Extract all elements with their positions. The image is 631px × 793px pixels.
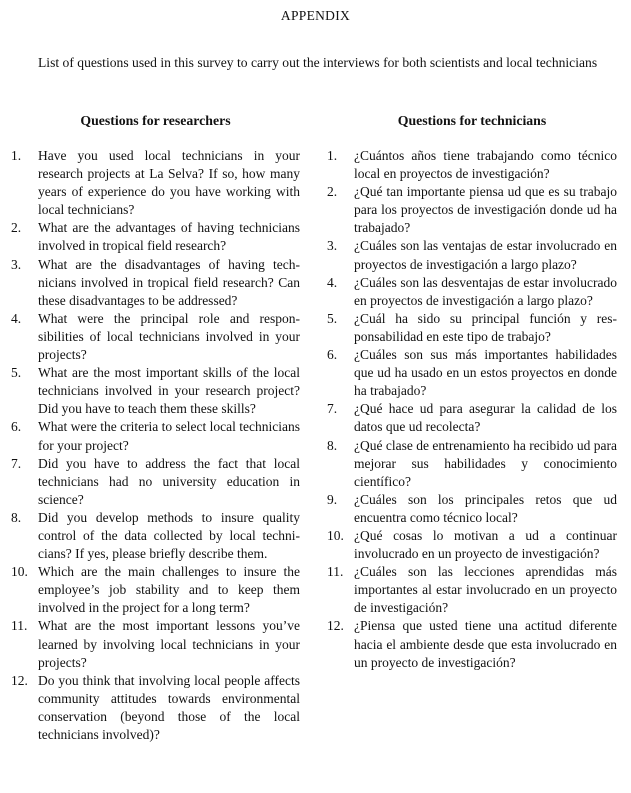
technicians-heading: Questions for technicians bbox=[397, 113, 547, 128]
question-item bbox=[327, 310, 617, 346]
technicians-question-list bbox=[327, 147, 617, 672]
question-text: Do you think that involving local people affects community attitudes towards environmental conservation (beyond those of the local technicians involved)? bbox=[38, 672, 300, 742]
question-text: What were the principal role and responsibilities of local technicians involved in your projects? bbox=[38, 310, 300, 363]
question-number: 6. bbox=[11, 419, 22, 435]
question-text: ¿Cuáles son las desventajas de estar involucrado en proyectos de investigación a largo plazo? bbox=[354, 274, 617, 308]
question-item bbox=[327, 527, 617, 563]
question-number: 1. bbox=[11, 148, 22, 163]
question-text: ¿Cuáles son las lecciones aprendidas más importantes al estar involucrado en un proyecto de investigación? bbox=[354, 564, 617, 616]
question-number: 7. bbox=[11, 455, 22, 471]
question-number: 5. bbox=[11, 365, 22, 381]
question-text: Which are the main challenges to insure the employee’s job stability and to keep them involved in the project for a long term? bbox=[38, 564, 300, 616]
question-text: ¿Qué clase de entrenamiento ha recibido ud para mejorar sus habilidades y conocimiento científico? bbox=[354, 437, 617, 489]
question-item bbox=[327, 237, 617, 273]
question-text: What are the advantages of having technicians involved in tropical field research? bbox=[38, 220, 300, 254]
question-number: 1. bbox=[327, 148, 338, 163]
question-number: 3. bbox=[11, 256, 22, 272]
question-item bbox=[11, 617, 300, 671]
question-item bbox=[327, 563, 617, 617]
question-item bbox=[11, 509, 300, 563]
question-item bbox=[327, 274, 617, 310]
question-item bbox=[11, 147, 300, 219]
question-text: ¿Qué cosas lo motivan a ud a continuar involucrado en un proyecto de investigación? bbox=[354, 527, 617, 562]
question-item bbox=[11, 563, 300, 617]
question-item bbox=[327, 400, 617, 436]
question-text: What are the disadvantages of having technicians involved in tropical field research? Can these disadvantages to be addressed? bbox=[38, 256, 300, 308]
question-number: 6. bbox=[327, 347, 338, 363]
question-text: ¿Piensa que usted tiene una actitud diferente hacia el ambiente desde que esta involucrado en un proyecto de investigación? bbox=[354, 618, 617, 670]
question-number: 9. bbox=[327, 491, 338, 507]
question-number: 10. bbox=[11, 564, 28, 580]
question-text: Did you have to address the fact that local technicians had no university education in science? bbox=[38, 455, 300, 507]
appendix-title: APPENDIX bbox=[280, 8, 351, 23]
question-number: 2. bbox=[11, 220, 22, 236]
question-text: What are the most important skills of the local technicians involved in your research project? Did you have to teach them these skills? bbox=[38, 365, 300, 417]
question-text: What are the most important lessons you’ve learned by involving local technicians in your projects? bbox=[38, 618, 300, 670]
question-number: 4. bbox=[11, 310, 22, 326]
question-item bbox=[11, 310, 300, 364]
question-item bbox=[11, 256, 300, 310]
question-item bbox=[11, 672, 300, 744]
question-item bbox=[327, 346, 617, 400]
question-number: 7. bbox=[327, 401, 338, 417]
question-item bbox=[11, 364, 300, 418]
question-number: 4. bbox=[327, 274, 338, 290]
question-item bbox=[327, 617, 617, 671]
question-item bbox=[11, 455, 300, 509]
question-text: ¿Qué tan importante piensa ud que es su trabajo para los proyectos de investigación donde ud ha trabajado? bbox=[354, 184, 617, 236]
question-item bbox=[11, 219, 300, 255]
question-text: ¿Cuáles son las ventajas de estar involucrado en proyectos de investigación a largo plazo? bbox=[354, 238, 617, 272]
researchers-question-list bbox=[11, 147, 300, 744]
question-number: 8. bbox=[11, 509, 22, 525]
question-number: 12. bbox=[327, 618, 344, 634]
researchers-heading: Questions for researchers bbox=[80, 113, 231, 128]
question-text: Have you used local technicians in your research projects at La Selva? If so, how many years of experience do you have working with local technicians? bbox=[38, 148, 300, 218]
question-text: ¿Cuál ha sido su principal función y responsabilidad en este tipo de trabajo? bbox=[354, 310, 617, 344]
question-text: ¿Cuáles son los principales retos que ud encuentra como técnico local? bbox=[354, 491, 617, 525]
intro-paragraph: List of questions used in this survey to carry out the interviews for both scientists and local technicians bbox=[38, 54, 598, 70]
question-text: What were the criteria to select local technicians for your project? bbox=[38, 419, 300, 453]
question-number: 11. bbox=[327, 564, 344, 580]
question-number: 8. bbox=[327, 437, 338, 453]
question-item bbox=[11, 418, 300, 454]
researchers-column bbox=[11, 113, 300, 744]
question-item bbox=[327, 183, 617, 237]
question-text: ¿Qué hace ud para asegurar la calidad de los datos que ud recolecta? bbox=[354, 401, 617, 435]
question-text: ¿Cuántos años tiene trabajando como técnico local en proyectos de investigación? bbox=[354, 148, 617, 182]
question-text: ¿Cuáles son sus más importantes habilidades que ud ha usado en un estos proyectos en donde ha trabajado? bbox=[354, 347, 617, 399]
technicians-column bbox=[327, 113, 617, 672]
question-text: Did you develop methods to insure quality control of the data collected by local technicians? If yes, please briefly describe them. bbox=[38, 509, 300, 562]
question-number: 12. bbox=[11, 672, 28, 688]
question-item bbox=[327, 437, 617, 491]
question-number: 3. bbox=[327, 238, 338, 254]
question-item bbox=[327, 491, 617, 527]
question-number: 10. bbox=[327, 527, 344, 543]
question-number: 2. bbox=[327, 184, 338, 200]
question-number: 11. bbox=[11, 618, 28, 634]
question-number: 5. bbox=[327, 310, 338, 326]
question-item bbox=[327, 147, 617, 183]
